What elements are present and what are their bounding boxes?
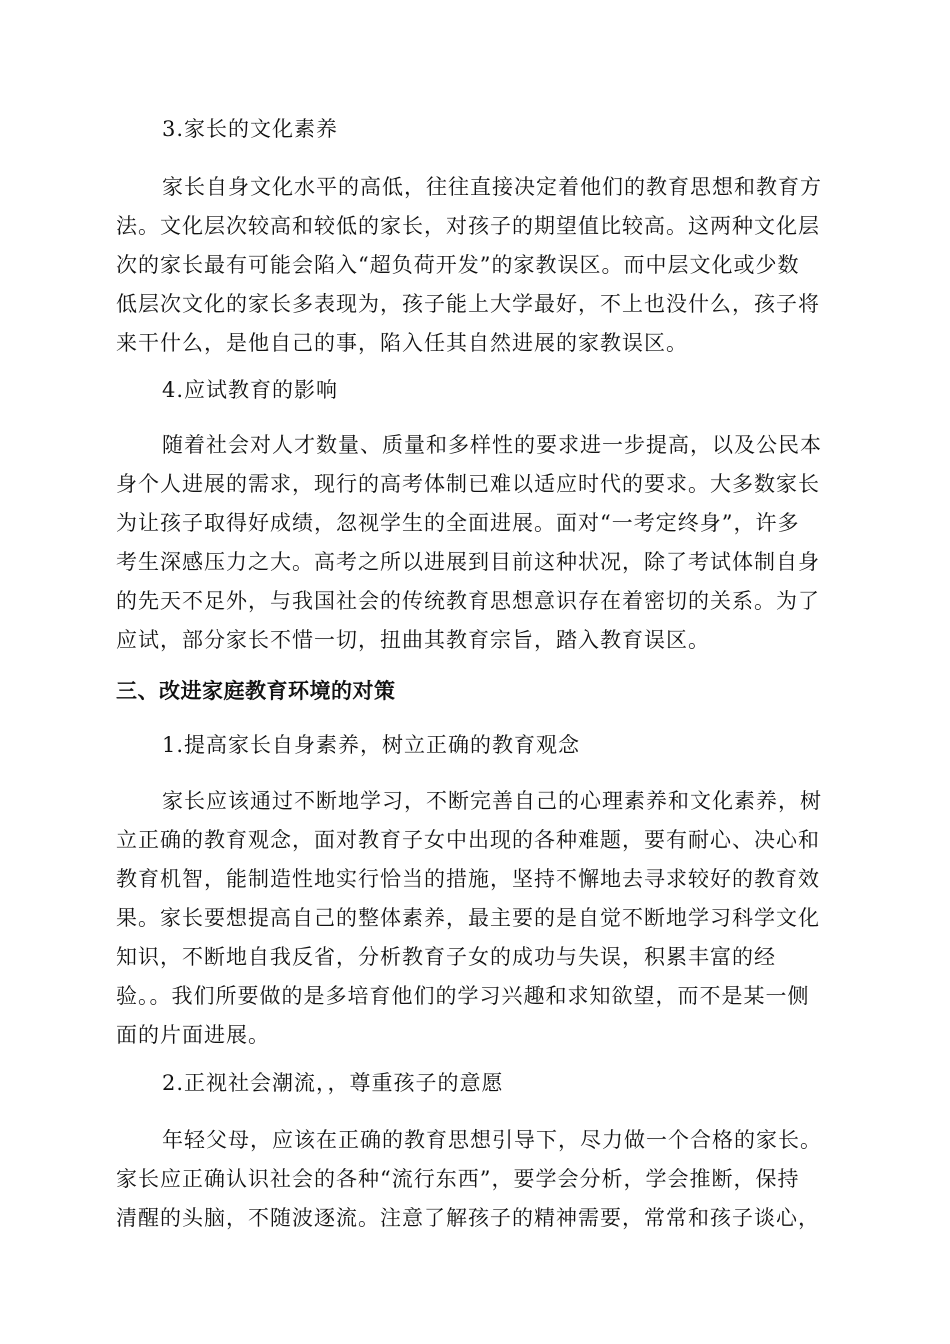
paragraph-line: 的先天不足外，与我国社会的传统教育思想意识存在着密切的关系。为了 — [116, 589, 820, 613]
paragraph-line: 立正确的教育观念，面对教育子女中出现的各种难题，要有耐心、决心和 — [116, 828, 820, 852]
paragraph-line: 家长应正确认识社会的各种“流行东西”，要学会分析，学会推断，保持 — [116, 1167, 800, 1191]
paragraph-line: 教育机智，能制造性地实行恰当的措施，坚持不懈地去寻求较好的教育效 — [116, 867, 820, 891]
paragraph-line: 果。家长要想提高自己的整体素养，最主要的是自觉不断地学习科学文化 — [116, 906, 820, 930]
paragraph-line: 年轻父母，应该在正确的教育思想引导下，尽力做一个合格的家长。 — [162, 1128, 822, 1152]
item-4-title: 4.应试教育的影响 — [162, 378, 339, 402]
paragraph-line: 知识，不断地自我反省，分析教育子女的成功与失误，积累丰富的经 — [116, 945, 776, 969]
paragraph-line: 来干什么，是他自己的事，陷入任其自然进展的家教误区。 — [116, 331, 688, 355]
paragraph-line: 身个人进展的需求，现行的高考体制已难以适应时代的要求。大多数家长 — [116, 472, 820, 496]
paragraph-line: 低层次文化的家长多表现为，孩子能上大学最好，不上也没什么，孩子将 — [116, 292, 820, 316]
paragraph-line: 次的家长最有可能会陷入“超负荷开发”的家教误区。而中层文化或少数 — [116, 253, 800, 277]
paragraph-line: 面的片面进展。 — [116, 1023, 270, 1047]
subsection-2-title: 2.正视社会潮流，，尊重孩子的意愿 — [162, 1071, 504, 1095]
item-3-title: 3.家长的文化素养 — [162, 117, 339, 141]
paragraph-line: 清醒的头脑，不随波逐流。注意了解孩子的精神需要，常常和孩子谈心， — [116, 1206, 820, 1230]
paragraph-line: 随着社会对人才数量、质量和多样性的要求进一步提高，以及公民本 — [162, 433, 822, 457]
paragraph-line: 应试，部分家长不惜一切，扭曲其教育宗旨，踏入教育误区。 — [116, 628, 710, 652]
paragraph-line: 验。。我们所要做的是多培育他们的学习兴趣和求知欲望，而不是某一侧 — [116, 984, 810, 1008]
paragraph-line: 为让孩子取得好成绩，忽视学生的全面进展。面对“一考定终身”，许多 — [116, 511, 800, 535]
paragraph-line: 考生深感压力之大。高考之所以进展到目前这种状况，除了考试体制自身 — [116, 550, 820, 574]
paragraph-line: 法。文化层次较高和较低的家长，对孩子的期望值比较高。这两种文化层 — [116, 214, 820, 238]
section-heading: 三、改进家庭教育环境的对策 — [116, 679, 396, 703]
subsection-1-title: 1.提高家长自身素养，树立正确的教育观念 — [162, 733, 581, 757]
paragraph-line: 家长自身文化水平的高低，往往直接决定着他们的教育思想和教育方 — [162, 175, 822, 199]
paragraph-line: 家长应该通过不断地学习，不断完善自己的心理素养和文化素养，树 — [162, 789, 822, 813]
